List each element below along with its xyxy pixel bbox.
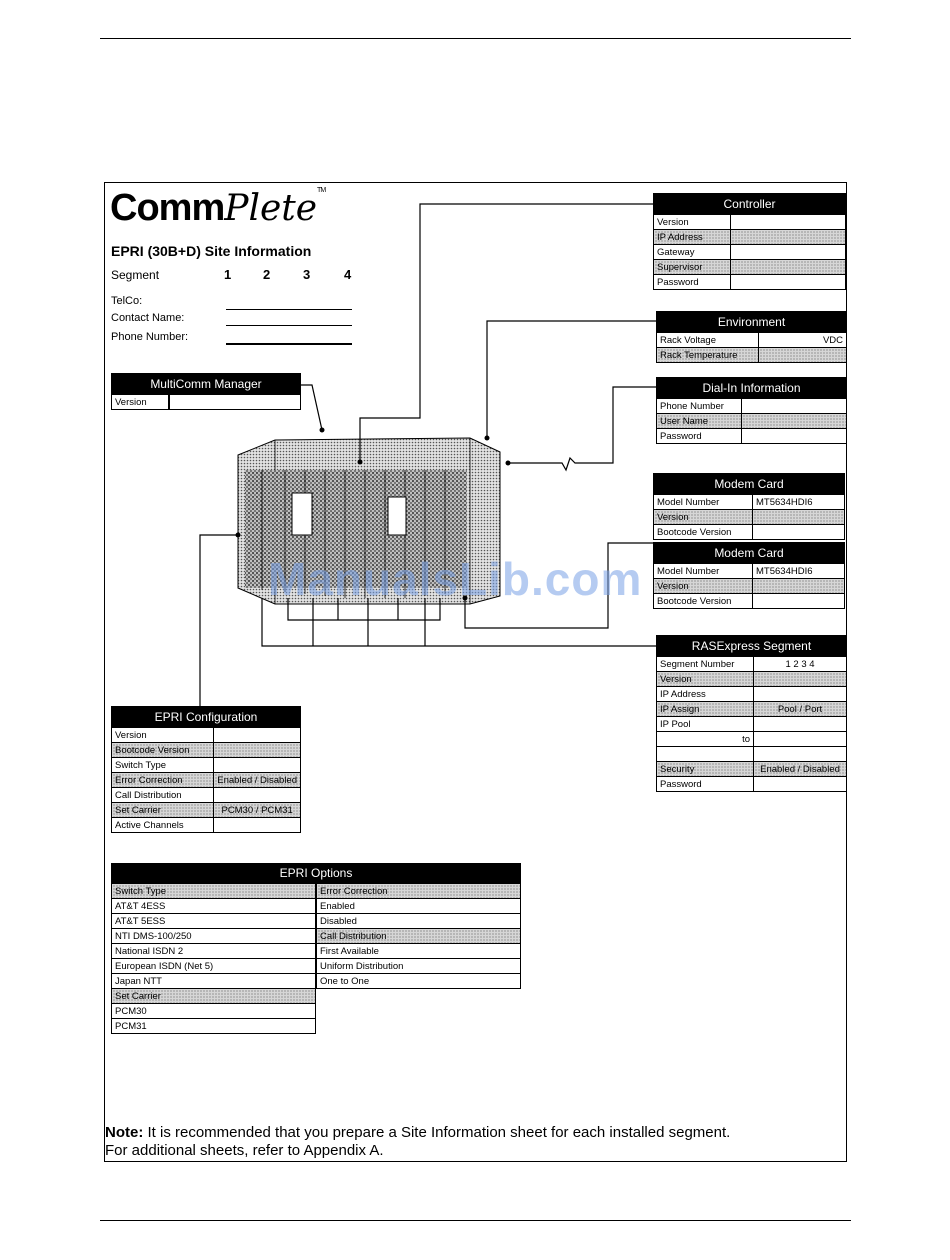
ras-security-label: Security <box>657 762 754 777</box>
epri-options-left-table <box>111 883 316 1034</box>
modem-card-2-table <box>653 542 845 609</box>
dialin-phone-field[interactable] <box>742 399 847 414</box>
dialin-table <box>656 377 847 444</box>
modem2-version-label: Version <box>654 579 753 594</box>
epri-version-field[interactable] <box>214 728 301 743</box>
dialin-user-field[interactable] <box>742 414 847 429</box>
environment-title: Environment <box>657 312 847 333</box>
dialin-password-field[interactable] <box>742 429 847 444</box>
controller-supervisor-field[interactable] <box>731 260 846 275</box>
rasexpress-title: RASExpress Segment <box>657 636 847 657</box>
modem-card-1-title: Modem Card <box>654 474 845 495</box>
epri-calldist-field[interactable] <box>214 788 301 803</box>
modem1-version-field[interactable] <box>753 510 845 525</box>
segment-number-4: 4 <box>344 267 352 282</box>
modem-card-1-table <box>653 473 845 540</box>
opt-pcm30[interactable]: PCM30 <box>112 1004 316 1019</box>
epri-channels-field[interactable] <box>214 818 301 833</box>
modem2-model-value[interactable]: MT5634HDI6 <box>753 564 845 579</box>
epri-carrier-label: Set Carrier <box>112 803 214 818</box>
ras-segment-field[interactable]: 1 2 3 4 <box>754 657 847 672</box>
controller-table <box>653 193 846 290</box>
note-text <box>105 1124 730 1160</box>
opt-att-4ess[interactable]: AT&T 4ESS <box>112 899 316 914</box>
modem-card-2-title: Modem Card <box>654 543 845 564</box>
modem1-bootcode-field[interactable] <box>753 525 845 540</box>
opt-uniform-distribution[interactable]: Uniform Distribution <box>317 959 521 974</box>
opt-national-isdn[interactable]: National ISDN 2 <box>112 944 316 959</box>
opt-error-correction: Error Correction <box>317 884 521 899</box>
controller-version-label: Version <box>654 215 731 230</box>
opt-att-5ess[interactable]: AT&T 5ESS <box>112 914 316 929</box>
epri-switch-label: Switch Type <box>112 758 214 773</box>
dialin-user-label: User Name <box>657 414 742 429</box>
logo-bold: Comm <box>110 187 225 229</box>
modem1-model-value[interactable]: MT5634HDI6 <box>753 495 845 510</box>
epri-options-title: EPRI Options <box>279 866 353 880</box>
ras-version-field[interactable] <box>754 672 847 687</box>
epri-switch-field[interactable] <box>214 758 301 773</box>
modem1-model-label: Model Number <box>654 495 753 510</box>
dialin-password-label: Password <box>657 429 742 444</box>
epri-error-field[interactable]: Enabled / Disabled <box>214 773 301 788</box>
opt-enabled[interactable]: Enabled <box>317 899 521 914</box>
epri-calldist-label: Call Distribution <box>112 788 214 803</box>
epri-options-header <box>111 863 521 883</box>
controller-version-field[interactable] <box>731 215 846 230</box>
opt-one-to-one[interactable]: One to One <box>317 974 521 989</box>
telco-label: TelCo: <box>111 295 143 307</box>
modem2-bootcode-label: Bootcode Version <box>654 594 753 609</box>
segment-number-3: 3 <box>303 267 311 282</box>
note-line-1: It is recommended that you prepare a Site Information sheet for each installed segment. <box>143 1124 731 1141</box>
rack-temperature-label: Rack Temperature <box>657 348 759 363</box>
opt-call-distribution: Call Distribution <box>317 929 521 944</box>
multicomm-manager-table <box>111 373 301 410</box>
opt-european-isdn[interactable]: European ISDN (Net 5) <box>112 959 316 974</box>
dialin-title: Dial-In Information <box>657 378 847 399</box>
modem2-version-field[interactable] <box>753 579 845 594</box>
opt-switch-type: Switch Type <box>112 884 316 899</box>
epri-configuration-table <box>111 706 301 833</box>
rack-voltage-field[interactable]: VDC <box>759 333 847 348</box>
controller-gateway-field[interactable] <box>731 245 846 260</box>
opt-disabled[interactable]: Disabled <box>317 914 521 929</box>
rack-voltage-label: Rack Voltage <box>657 333 759 348</box>
modem1-bootcode-label: Bootcode Version <box>654 525 753 540</box>
ras-ipassign-field[interactable]: Pool / Port <box>754 702 847 717</box>
modem1-version-label: Version <box>654 510 753 525</box>
modem2-model-label: Model Number <box>654 564 753 579</box>
epri-bootcode-label: Bootcode Version <box>112 743 214 758</box>
controller-gateway-label: Gateway <box>654 245 731 260</box>
epri-config-title: EPRI Configuration <box>112 707 301 728</box>
multicomm-version-field[interactable] <box>169 395 301 410</box>
controller-password-field[interactable] <box>731 275 846 290</box>
opt-first-available[interactable]: First Available <box>317 944 521 959</box>
controller-password-label: Password <box>654 275 731 290</box>
ras-version-label: Version <box>657 672 754 687</box>
segment-label: Segment <box>111 268 160 282</box>
opt-nti-dms[interactable]: NTI DMS-100/250 <box>112 929 316 944</box>
opt-set-carrier: Set Carrier <box>112 989 316 1004</box>
epri-error-label: Error Correction <box>112 773 214 788</box>
ras-password-label: Password <box>657 777 754 792</box>
ras-blank-label <box>657 747 754 762</box>
ras-to-label: to <box>657 732 754 747</box>
opt-pcm31[interactable]: PCM31 <box>112 1019 316 1034</box>
multicomm-title: MultiComm Manager <box>112 374 301 395</box>
controller-ip-field[interactable] <box>731 230 846 245</box>
controller-supervisor-label: Supervisor <box>654 260 731 275</box>
watermark: ManualsLib.com <box>268 553 643 605</box>
epri-channels-label: Active Channels <box>112 818 214 833</box>
segment-number-1: 1 <box>224 267 232 282</box>
ras-ippool-field[interactable] <box>754 717 847 732</box>
ras-blank-field[interactable] <box>754 747 847 762</box>
ras-ip-field[interactable] <box>754 687 847 702</box>
ras-password-field[interactable] <box>754 777 847 792</box>
rack-temperature-field[interactable] <box>759 348 847 363</box>
ras-security-field[interactable]: Enabled / Disabled <box>754 762 847 777</box>
note-bold: Note: <box>105 1124 144 1141</box>
site-title: EPRI (30B+D) Site Information <box>111 243 312 259</box>
note-line-2: For additional sheets, refer to Appendix A. <box>105 1142 384 1159</box>
epri-carrier-field[interactable]: PCM30 / PCM31 <box>214 803 301 818</box>
dialin-phone-label: Phone Number <box>657 399 742 414</box>
logo-tm: TM <box>317 187 326 194</box>
controller-title: Controller <box>654 194 846 215</box>
phone-label: Phone Number: <box>111 331 189 343</box>
epri-version-label: Version <box>112 728 214 743</box>
logo-script: Plete <box>224 188 318 229</box>
ras-ippool-label: IP Pool <box>657 717 754 732</box>
controller-ip-label: IP Address <box>654 230 731 245</box>
segment-number-2: 2 <box>263 267 271 282</box>
epri-bootcode-field[interactable] <box>214 743 301 758</box>
ras-segment-label: Segment Number <box>657 657 754 672</box>
rasexpress-table <box>656 635 847 792</box>
ras-ip-label: IP Address <box>657 687 754 702</box>
epri-options-right-table <box>316 883 521 989</box>
modem2-bootcode-field[interactable] <box>753 594 845 609</box>
multicomm-version-label: Version <box>112 395 170 410</box>
ras-to-field[interactable] <box>754 732 847 747</box>
contact-label: Contact Name: <box>111 312 185 324</box>
opt-japan-ntt[interactable]: Japan NTT <box>112 974 316 989</box>
environment-table <box>656 311 847 363</box>
ras-ipassign-label: IP Assign <box>657 702 754 717</box>
